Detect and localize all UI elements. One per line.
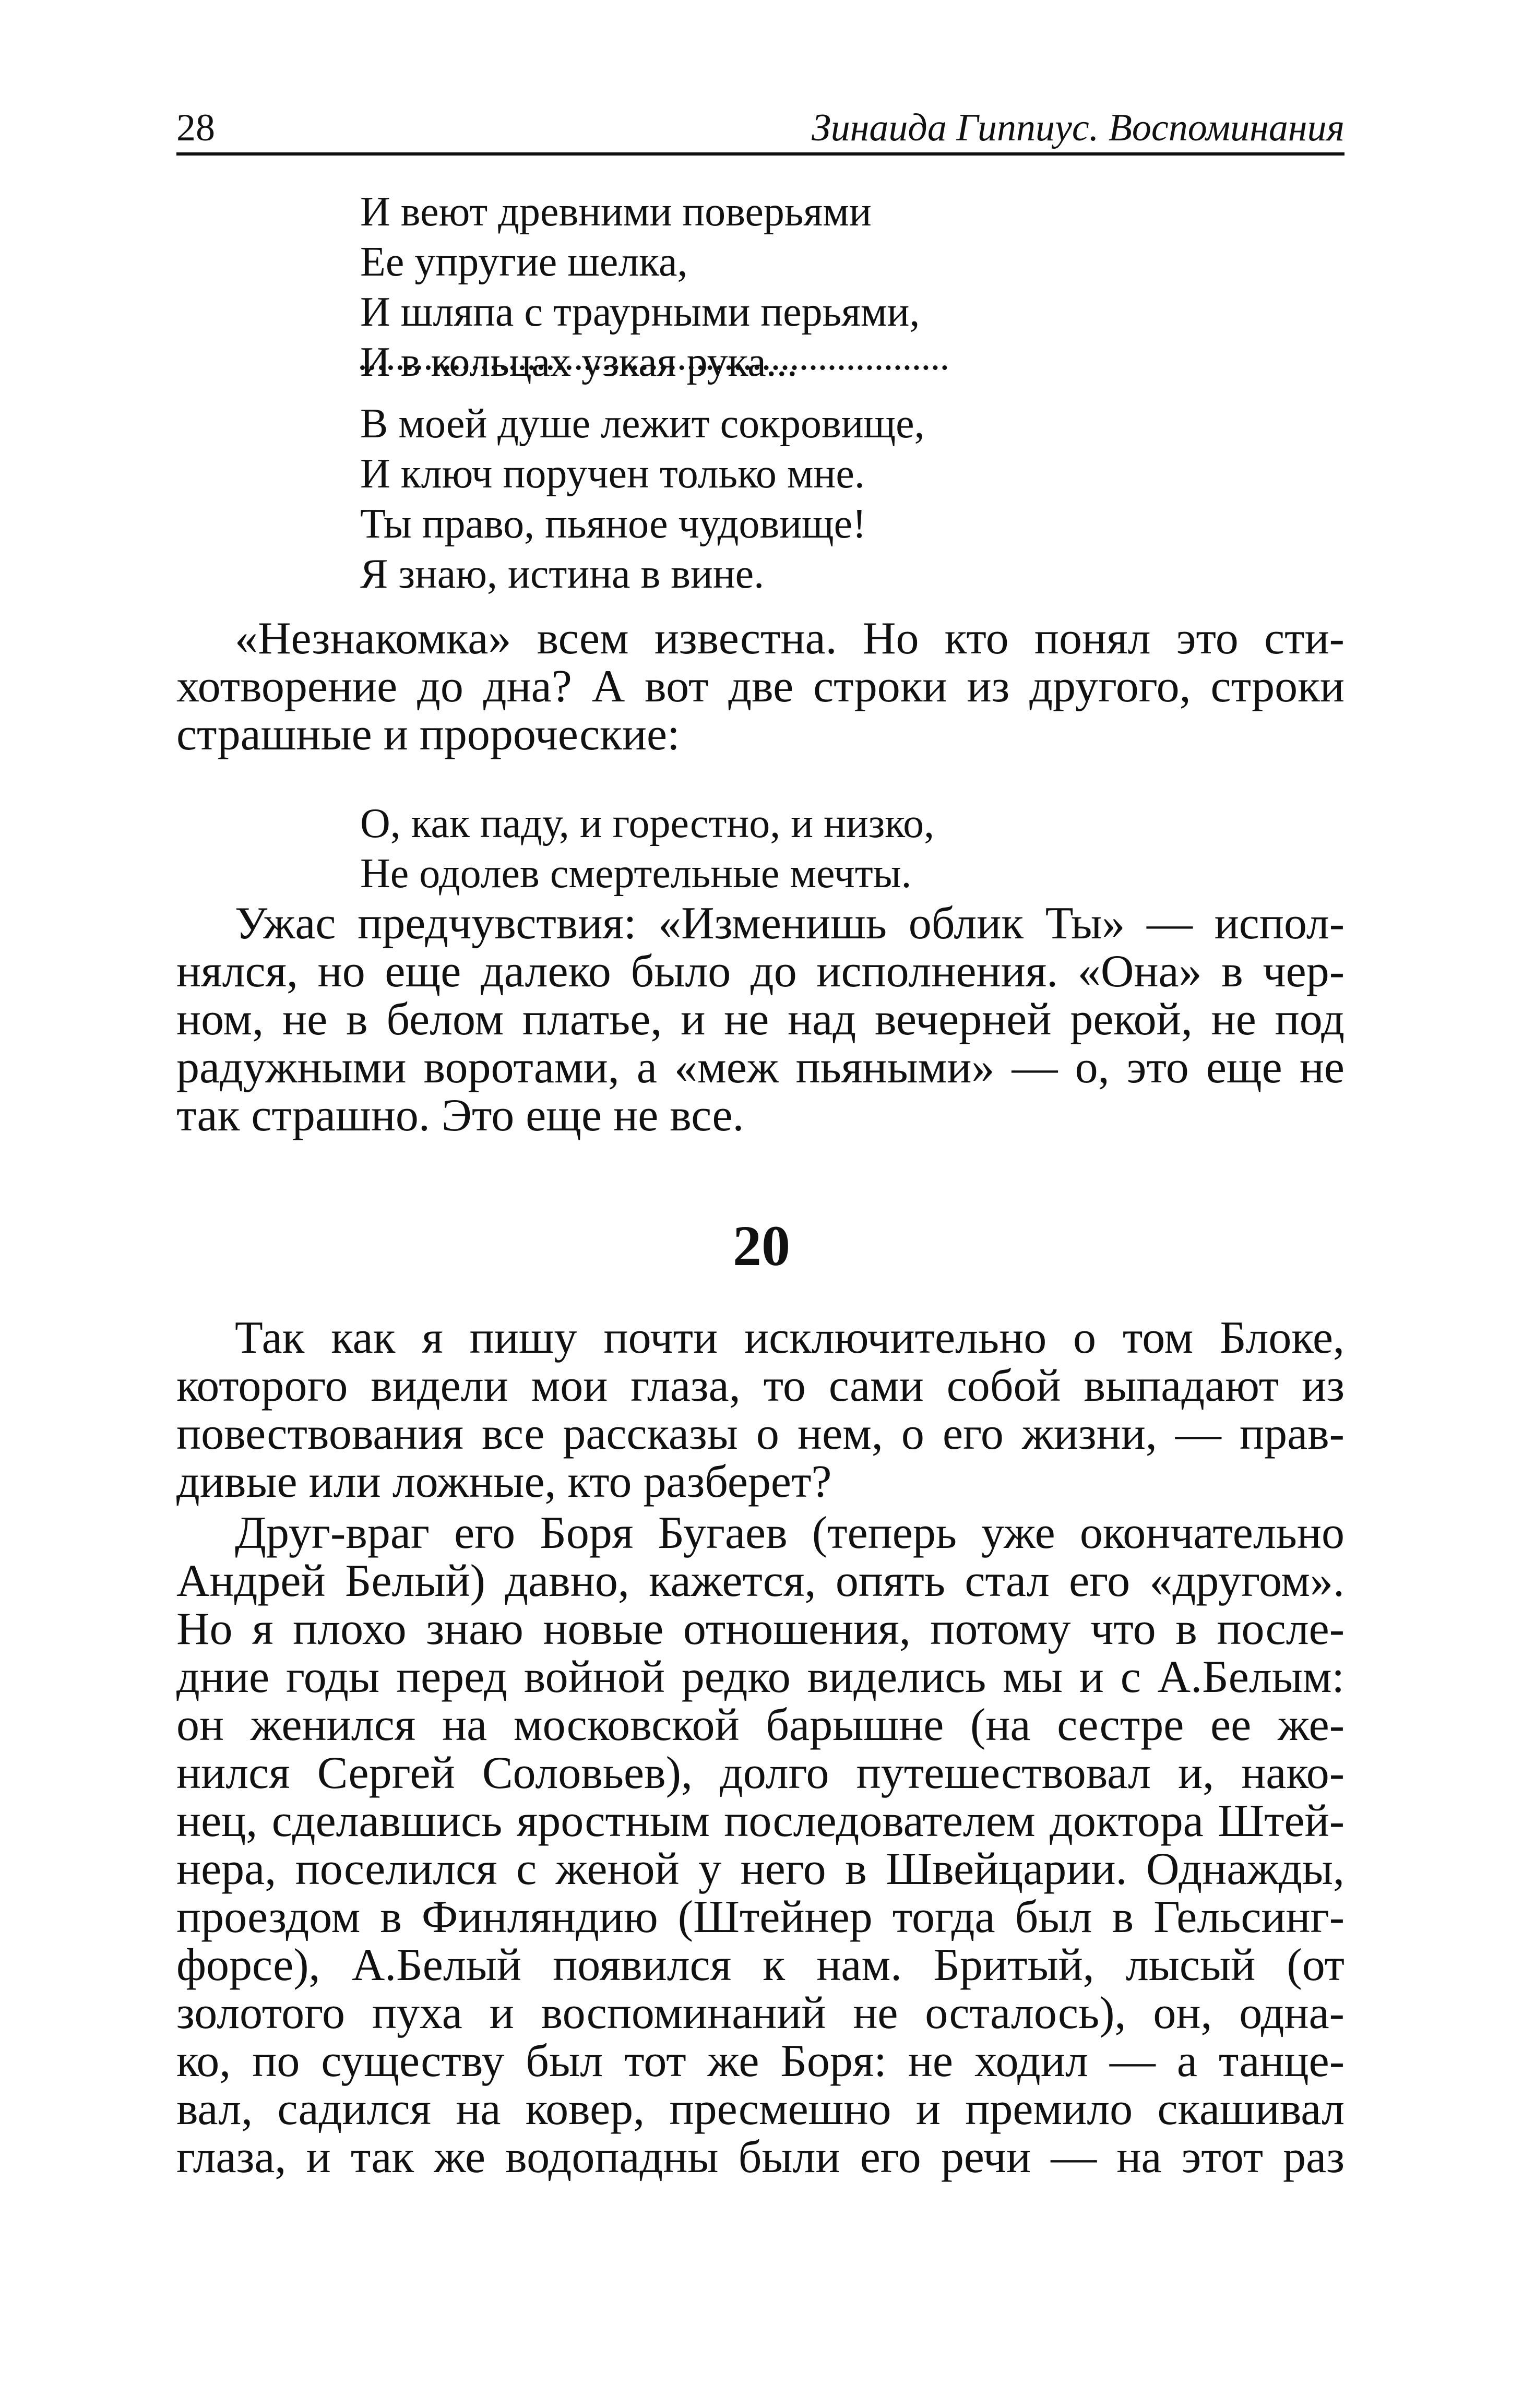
poem-line: Не одолев смертельные мечты. <box>360 851 912 897</box>
text-line: ном, не в белом платье, и не над вечерней рекой, не под <box>176 994 1344 1045</box>
text-line: хотворение до дна? А вот две строки из другого, строки <box>176 661 1344 712</box>
poem-stanza-3 <box>360 798 934 899</box>
paragraph-2 <box>176 900 1344 1140</box>
paragraph-1 <box>176 615 1344 759</box>
text-line: Ужас предчувствия: «Изменишь облик Ты» — испол- <box>235 898 1344 949</box>
text-line: дивые или ложные, кто разберет? <box>176 1457 832 1507</box>
poem-line: О, как паду, и горестно, и низко, <box>360 801 935 847</box>
poem-line: Ты право, пьяное чудовище! <box>360 501 866 547</box>
text-line: нера, поселился с женой у него в Швейцарии. Однажды, <box>176 1844 1344 1894</box>
ellipsis-divider <box>360 365 947 370</box>
poem-line: Я знаю, истина в вине. <box>360 551 765 597</box>
text-line: вал, садился на ковер, пресмешно и премило скашивал <box>176 2084 1344 2135</box>
text-line: форсе), А.Белый появился к нам. Бритый, лысый (от <box>176 1940 1344 1990</box>
poem-line: Ее упругие шелка, <box>360 239 688 285</box>
page-number: 28 <box>176 106 215 149</box>
poem-stanza-2 <box>360 399 925 599</box>
text-line: страшные и пророческие: <box>176 709 680 760</box>
text-line: нялся, но еще далеко было до исполнения. «Она» в чер- <box>176 946 1344 997</box>
poem-line: И ключ поручен только мне. <box>360 451 865 497</box>
poem-line: И шляпа с траурными перьями, <box>360 289 920 335</box>
paragraph-3 <box>176 1314 1344 1506</box>
text-line: Так как я пишу почти исключительно о том Блоке, <box>235 1313 1344 1363</box>
text-line: Но я плохо знаю новые отношения, потому что в после- <box>176 1604 1344 1654</box>
poem-stanza-1 <box>360 187 920 387</box>
text-line: ко, по существу был тот же Боря: не ходил — а танце- <box>176 2036 1344 2087</box>
text-line: он женился на московской барышне (на сестре ее же- <box>176 1700 1344 1750</box>
text-line: Друг-враг его Боря Бугаев (теперь уже окончательно <box>235 1508 1344 1558</box>
text-line: повествования все рассказы о нем, о его жизни, — прав- <box>176 1409 1344 1459</box>
text-line: нец, сделавшись яростным последователем доктора Штей- <box>176 1796 1344 1846</box>
text-line: дние годы перед войной редко виделись мы и с А.Белым: <box>176 1652 1344 1702</box>
poem-line: В моей душе лежит сокровище, <box>360 401 925 447</box>
text-line: нился Сергей Соловьев), долго путешествовал и, нако- <box>176 1748 1344 1798</box>
paragraph-4 <box>176 1509 1344 2181</box>
text-line: так страшно. Это еще не все. <box>176 1090 744 1141</box>
running-title: Зинаида Гиппиус. Воспоминания <box>812 106 1344 149</box>
chapter-number: 20 <box>733 1214 790 1278</box>
text-line: золотого пуха и воспоминаний не осталось), он, однa- <box>176 1988 1344 2039</box>
text-line: радужными воротами, а «меж пьяными» — о, это еще не <box>176 1042 1344 1093</box>
poem-line: И в кольцах узкая рука... <box>360 339 798 385</box>
text-line: которого видели мои глаза, то сами собой выпадают из <box>176 1361 1344 1411</box>
text-line: «Незнакомка» всем известна. Но кто понял это сти- <box>235 613 1344 664</box>
poem-line: И веют древними поверьями <box>360 189 872 235</box>
text-line: Андрей Белый) давно, кажется, опять стал его «другом». <box>176 1556 1344 1606</box>
text-line: глаза, и так же водопадны были его речи — на этот раз <box>176 2132 1344 2183</box>
text-line: проездом в Финляндию (Штейнер тогда был в Гельсинг- <box>176 1892 1344 1942</box>
running-header <box>176 104 1344 156</box>
